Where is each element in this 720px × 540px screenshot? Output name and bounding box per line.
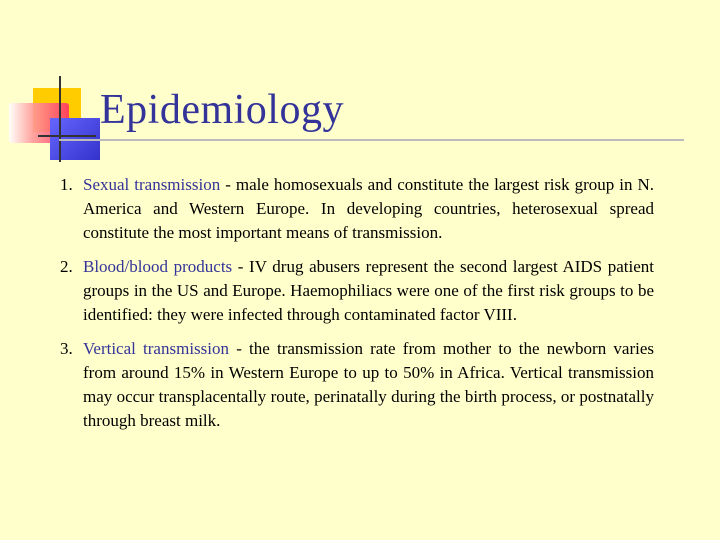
vertical-line-decoration <box>59 76 61 162</box>
slide-content <box>60 173 654 443</box>
list-item-text: - male homosexuals and constitute the largest risk group in N. America and Western Europe. In developing countries, heterosexual spread constitute the most important means of transmission. <box>83 175 654 242</box>
list-item-term: Blood/blood products <box>83 257 233 276</box>
list-item-number: 3. <box>60 339 73 358</box>
list-item-sexual-transmission <box>60 173 654 245</box>
list-item-term: Vertical transmission <box>83 339 229 358</box>
list-item-text: - IV drug abusers represent the second largest AIDS patient groups in the US and Europe. Haemophiliacs were one of the first risk groups to be identified: they were infected through contaminated factor VIII. <box>83 257 654 324</box>
list-item-number: 2. <box>60 257 73 276</box>
horizontal-line-decoration <box>38 135 96 137</box>
list-item-blood-products <box>60 255 654 327</box>
slide-title: Epidemiology <box>100 87 344 133</box>
list-item-number: 1. <box>60 175 73 194</box>
list-item-text: - the transmission rate from mother to the newborn varies from around 15% in Western Europe to up to 50% in Africa. Vertical transmission may occur transplacentally route, perinatally during the birth process, or postnatally through breast milk. <box>83 339 654 430</box>
list-item-vertical-transmission <box>60 337 654 433</box>
title-underline <box>59 139 684 141</box>
decorative-squares <box>0 0 110 170</box>
list-item-term: Sexual transmission <box>83 175 221 194</box>
